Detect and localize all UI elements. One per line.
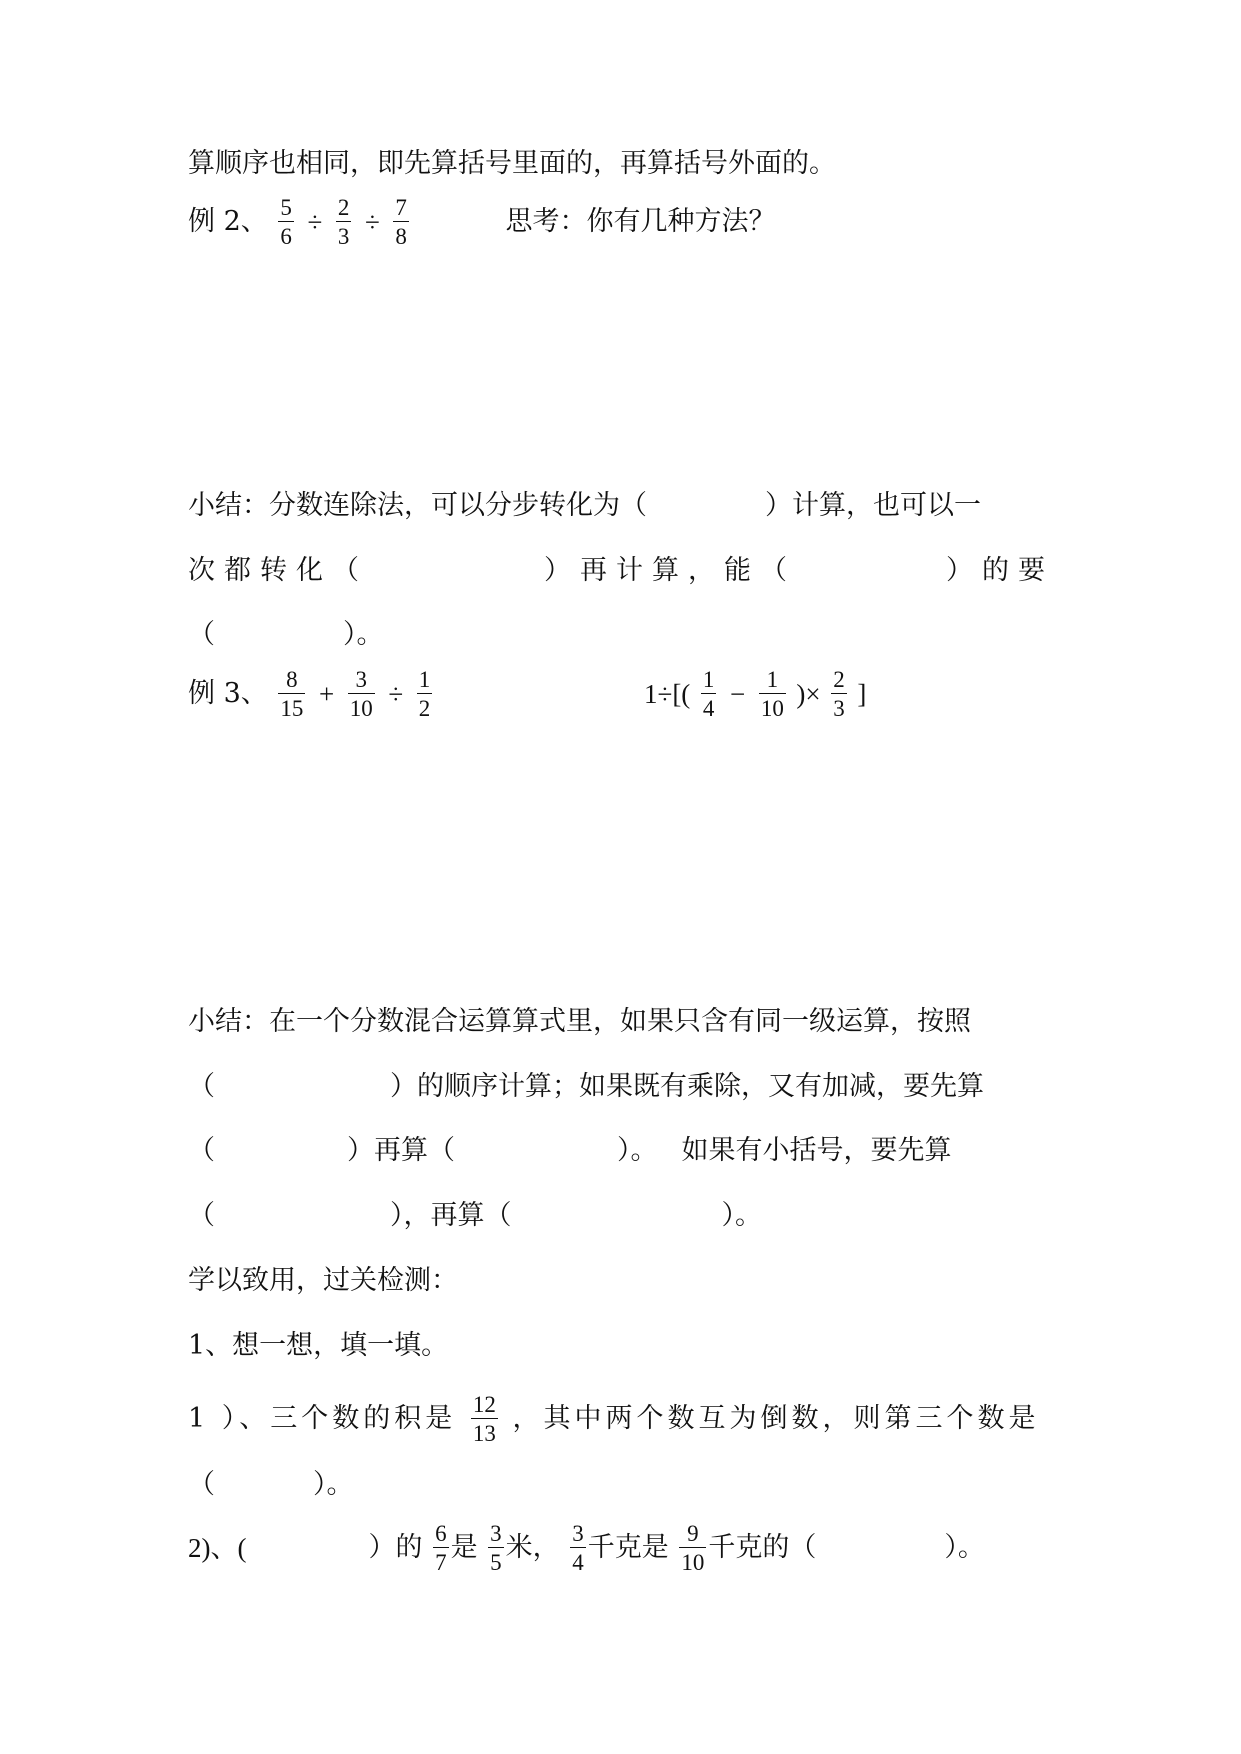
summary-1-line-1: 小结：分数连除法，可以分步转化为（ ）计算，也可以一 (188, 490, 981, 521)
summary-2-line-4: （ ），再算（ ）。 (188, 1200, 762, 1231)
fraction-1-10: $\frac{1}{10}$ (760, 667, 784, 721)
fraction-5-6: $\frac{5}{6}$ (280, 195, 292, 249)
fraction-9-10: $\frac{9}{10}$ (681, 1521, 705, 1575)
divide-symbol: ÷ (364, 207, 380, 237)
question-1-1: 1 ）、三个数的积是 $\frac{12}{13}$ ，其中两个数互为倒数，则第三个数是 (188, 1392, 1040, 1446)
plus-symbol: + (318, 679, 335, 709)
fraction-8-15: $\frac{8}{15}$ (280, 667, 304, 721)
fraction-2-3: $\frac{2}{3}$ (833, 667, 845, 721)
fraction-3-5: $\frac{3}{5}$ (490, 1521, 502, 1575)
question-1-2: 2)、( ）的 $\frac{6}{7}$ 是 $\frac{3}{5}$ 米， $\frac{3}{4}$ 千克是 $\frac{9}{10}$ 千克的（ ）。 (188, 1521, 985, 1575)
think-prompt: 思考：你有几种方法？ (505, 206, 776, 237)
question-1-title: 1、想一想，填一填。 (188, 1330, 449, 1361)
divide-symbol: ÷ (388, 679, 404, 709)
example-3-label: 例 3、 (188, 678, 268, 709)
fraction-7-8: $\frac{7}{8}$ (395, 195, 407, 249)
fraction-1-2: $\frac{1}{2}$ (418, 667, 431, 721)
minus-symbol: − (730, 679, 746, 709)
fraction-1-4: $\frac{1}{4}$ (702, 667, 715, 721)
summary-2-line-1: 小结：在一个分数混合运算算式里，如果只含有同一级运算，按照 (188, 1006, 971, 1037)
summary-2-line-2: （ ）的顺序计算；如果既有乘除，又有加减，要先算 (188, 1071, 984, 1102)
fraction-2-3: $\frac{2}{3}$ (337, 195, 350, 249)
summary-1-line-2: 次都转化（ ）再计算，能（ ）的要 (188, 555, 1054, 586)
summary-2-line-3: （ ）再算（ ）。 如果有小括号，要先算 (188, 1135, 952, 1166)
practice-title: 学以致用，过关检测： (188, 1265, 458, 1296)
example-2 (188, 196, 775, 248)
order-text: 算顺序也相同，即先算括号里面的，再算括号外面的。 (188, 148, 836, 179)
example-3 (188, 668, 434, 720)
summary-1-line-3: （ ）。 (188, 619, 384, 650)
fraction-6-7: $\frac{6}{7}$ (435, 1521, 447, 1575)
question-1-1-answer: （ ）。 (188, 1469, 354, 1500)
fraction-3-4: $\frac{3}{4}$ (572, 1521, 584, 1575)
divide-symbol: ÷ (307, 207, 323, 237)
fraction-12-13: $\frac{12}{13}$ (472, 1392, 496, 1446)
example-3-expression-2: 1÷[( $\frac{1}{4}$ − $\frac{1}{10}$ )× $\frac{2}{3}$ ] (644, 667, 867, 721)
fraction-3-10: $\frac{3}{10}$ (349, 667, 373, 721)
text-line-1 (188, 146, 836, 182)
example-2-label: 例 2、 (188, 206, 268, 237)
